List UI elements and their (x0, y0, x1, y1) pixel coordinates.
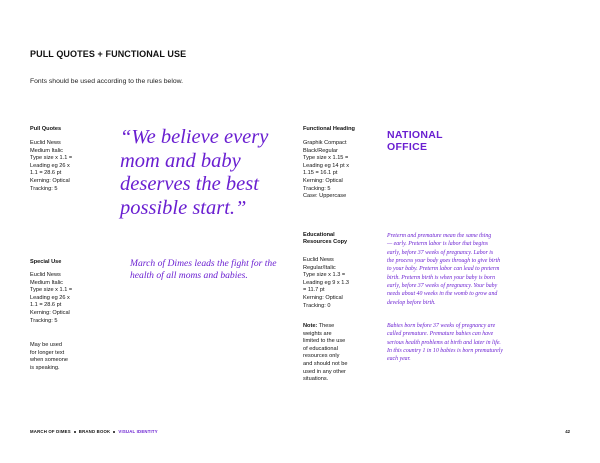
spec-line: Euclid News (30, 272, 61, 278)
spec-line: = 11.7 pt (303, 287, 325, 294)
spec-line: Black/Regular (303, 147, 338, 154)
note-line: weights are (303, 330, 332, 337)
paragraph-line: to your baby. Preterm labor can lead to preterm (387, 266, 500, 273)
spec-line: Kerning: Optical (303, 294, 343, 301)
spec-line: Tracking: 0 (303, 302, 331, 309)
paragraph-line: the process your body goes through to give birth (387, 258, 501, 265)
functional-heading-label: Functional Heading (303, 126, 355, 132)
spec-line: Type size x 1.1 = (30, 287, 73, 294)
spec-line: Tracking: 5 (303, 185, 331, 192)
functional-heading-sample (387, 129, 443, 153)
note-label: Note: (303, 323, 318, 329)
paragraph-line: called premature. Premature babies can have (387, 331, 494, 338)
spec-line: Euclid News (303, 257, 334, 263)
pull-quotes-label: Pull Quotes (30, 126, 62, 132)
spec-line: Kerning: Optical (30, 177, 70, 184)
educational-specs (303, 257, 349, 310)
spec-line: Tracking: 5 (30, 185, 58, 192)
paragraph-line: — early. Preterm labor is labor that begins (387, 241, 489, 248)
note-line: and should not be (303, 360, 348, 367)
spec-line: Kerning: Optical (30, 309, 70, 316)
educational-note (303, 323, 347, 384)
pull-quotes-specs (30, 140, 72, 193)
spec-line: Type size x 1.3 = (303, 272, 346, 279)
paragraph-line: Preterm and premature mean the same thing (387, 233, 492, 239)
heading-sample-line: NATIONAL (387, 129, 443, 141)
pull-quote-sample: “We believe every mom and baby deserves the best possible start.” (120, 126, 269, 219)
spec-line: Type size x 1.1 = (30, 155, 73, 162)
spec-line: Leading eg 9 x 1.3 (303, 279, 350, 286)
special-use-specs (30, 272, 72, 325)
spec-line: 1.1 = 28.6 pt (30, 170, 62, 177)
note-line: limited to the use (303, 338, 346, 345)
note-line: May be used (30, 342, 63, 348)
note-line: when someone (30, 357, 68, 364)
spec-line: Graphik Compact (303, 140, 347, 146)
separator-dot (113, 431, 115, 433)
spec-line: Leading eg 14 pt x (303, 162, 350, 169)
footer-section: VISUAL IDENTITY (118, 429, 158, 434)
note-line: for longer text (30, 349, 65, 356)
paragraph-line: early, before 37 weeks of pregnancy. Your baby (387, 283, 498, 290)
paragraph-line: In this country 1 in 10 babies is born prematurely (387, 348, 503, 355)
page-title: PULL QUOTES + FUNCTIONAL USE (30, 49, 187, 59)
educational-paragraph-2 (387, 322, 503, 364)
label-line: Resources Copy (303, 239, 348, 246)
note-line: situations. (303, 376, 329, 383)
spec-line: Leading eg 26 x (30, 294, 70, 301)
spec-line: Euclid News (30, 140, 61, 146)
educational-paragraph-1 (387, 232, 500, 307)
note-line: These (317, 323, 335, 329)
functional-heading-specs (303, 140, 349, 201)
special-use-note (30, 342, 68, 372)
paragraph-line: each year. (387, 356, 411, 363)
spec-line: 1.1 = 28.6 pt (30, 302, 62, 309)
spec-line: Regular/Italic (303, 264, 336, 271)
spec-line: Leading eg 26 x (30, 162, 70, 169)
label-line: Educational (303, 232, 335, 238)
separator-dot (74, 431, 76, 433)
heading-sample-line: OFFICE (387, 141, 428, 153)
paragraph-line: birth. Preterm birth is when your baby is born (387, 274, 496, 281)
note-line: resources only (303, 353, 340, 360)
paragraph-line: Babies born before 37 weeks of pregnancy are (387, 323, 496, 329)
spec-line: Medium Italic (30, 147, 63, 154)
paragraph-line: develop before birth. (387, 299, 436, 306)
note-line: of educational (303, 345, 338, 352)
paragraph-line: early, before 37 weeks of pregnancy. Labor is (387, 249, 494, 256)
spec-line: Tracking: 5 (30, 317, 58, 324)
spec-line: Kerning: Optical (303, 177, 343, 184)
spec-line: 1.15 = 16.1 pt (303, 170, 338, 177)
page-subtitle: Fonts should be used according to the rules below. (30, 78, 184, 85)
spec-line: Type size x 1.15 = (303, 155, 349, 162)
footer-org: MARCH OF DIMES (30, 429, 71, 434)
footer-doc: BRAND BOOK (78, 429, 111, 434)
paragraph-line: needs about 40 weeks in the womb to grow and (387, 291, 498, 298)
special-use-label: Special Use (30, 259, 62, 265)
spec-line: Medium Italic (30, 279, 63, 286)
note-line: is speaking. (30, 364, 60, 371)
paragraph-line: serious health problems at birth and later in life. (387, 339, 501, 346)
note-line: used in any other (303, 368, 346, 375)
educational-label (303, 232, 347, 247)
spec-line: Case: Uppercase (303, 193, 347, 200)
page-number: 42 (565, 429, 570, 434)
footer-breadcrumb (30, 429, 158, 434)
special-use-quote-sample: March of Dimes leads the fight for the health of all moms and babies. (130, 258, 277, 282)
